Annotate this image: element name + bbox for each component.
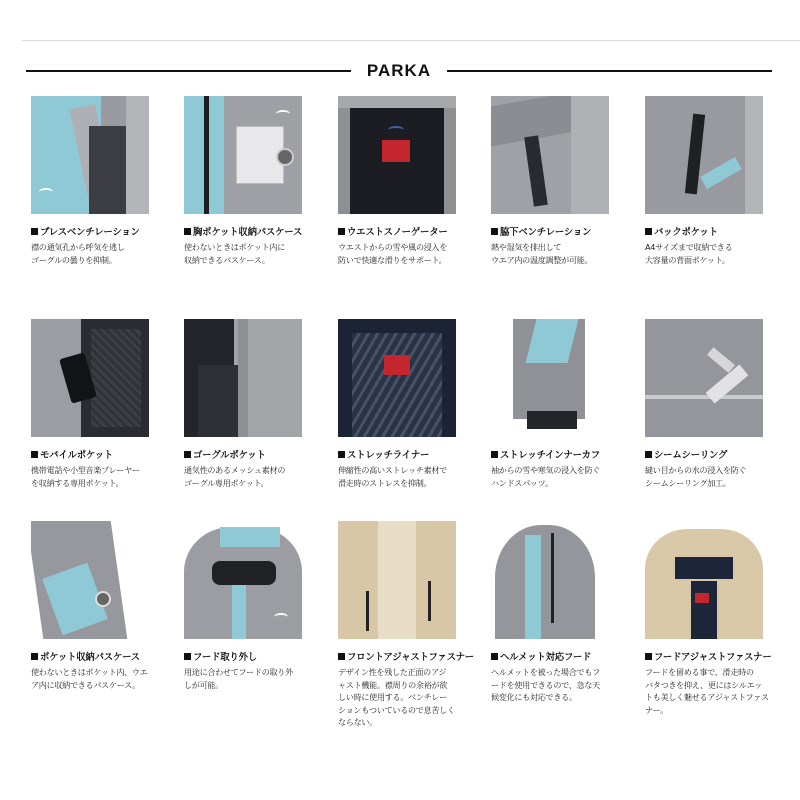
feature-photo — [31, 319, 149, 437]
feature-description: デザイン性を残した正面のアジ ャスト機能。襟周りの余裕が欲 しい時に使用する。ベンチレー ションもついているので息苦しく ならない。 — [338, 667, 455, 727]
feature-card-underarm-ventilation — [491, 96, 611, 266]
feature-title: フードアジャストファスナー — [645, 649, 765, 663]
feature-title: 脇下ベンチレーション — [491, 224, 611, 238]
feature-photo — [645, 319, 763, 437]
feature-description: 用途に合わせてフードの取り外 しが可能。 — [184, 667, 293, 690]
feature-card-detachable-hood — [184, 521, 304, 691]
heading-rule-left — [26, 70, 351, 72]
feature-card-goggle-pocket — [184, 319, 304, 489]
feature-description: 襟の通気孔から呼気を逃し ゴーグルの曇りを抑制。 — [31, 242, 125, 265]
feature-title: ポケット収納パスケース — [31, 649, 151, 663]
feature-photo — [338, 319, 456, 437]
feature-card-back-pocket — [645, 96, 765, 266]
feature-card-waist-snow-gaiter — [338, 96, 458, 266]
feature-photo — [491, 319, 609, 437]
feature-title: ヘルメット対応フード — [491, 649, 611, 663]
feature-description: 袖からの雪や寒気の浸入を防ぐ ハンドスパッツ。 — [491, 465, 601, 488]
feature-description: ウエストからの雪や風の浸入を 防いで快適な滑りをサポート。 — [338, 242, 448, 265]
feature-title: バックポケット — [645, 224, 765, 238]
feature-photo — [184, 319, 302, 437]
feature-photo — [645, 96, 763, 214]
feature-photo — [31, 96, 149, 214]
feature-photo — [491, 96, 609, 214]
feature-photo — [338, 96, 456, 214]
feature-description: 熱や湿気を排出して ウエア内の温度調整が可能。 — [491, 242, 593, 265]
feature-card-pocket-pass-case — [31, 521, 151, 691]
feature-photo — [491, 521, 609, 639]
feature-card-stretch-inner-cuff — [491, 319, 611, 489]
feature-description: 伸縮性の高いストレッチ素材で 滑走時のストレスを抑制。 — [338, 465, 448, 488]
feature-title: ストレッチインナーカフ — [491, 447, 611, 461]
feature-card-front-adjust-fastener — [338, 521, 474, 729]
feature-title: モバイルポケット — [31, 447, 151, 461]
feature-photo — [184, 96, 302, 214]
feature-card-breath-ventilation — [31, 96, 151, 266]
feature-title: フロントアジャストファスナー — [338, 649, 458, 663]
feature-photo — [338, 521, 456, 639]
feature-title: ブレスベンチレーション — [31, 224, 151, 238]
feature-description: フードを留める事で、滑走時の バタつきを抑え、更にはシルエッ トも美しく魅せるアジャストファス ナー。 — [645, 667, 769, 715]
feature-description: 縫い目からの水の浸入を防ぐ シームシーリング加工。 — [645, 465, 747, 488]
heading-rule-right — [447, 70, 772, 72]
top-divider — [22, 40, 800, 41]
feature-photo — [184, 521, 302, 639]
feature-photo — [31, 521, 149, 639]
section-title: PARKA — [366, 61, 432, 80]
feature-title: ゴーグルポケット — [184, 447, 304, 461]
feature-description: ヘルメットを被った場合でもフ ードを使用できるので、急な天 候変化にも対応できる。 — [491, 667, 600, 702]
feature-card-hood-adjust-fastener — [645, 521, 772, 716]
feature-description: 通気性のあるメッシュ素材の ゴーグル専用ポケット。 — [184, 465, 286, 488]
section-heading — [26, 60, 772, 82]
feature-title: フード取り外し — [184, 649, 304, 663]
feature-description: 使わないときはポケット内、ウエ ア内に収納できるパスケース。 — [31, 667, 148, 690]
feature-title: ストレッチライナー — [338, 447, 458, 461]
feature-description: A4サイズまで収納できる 大容量の背面ポケット。 — [645, 242, 733, 265]
feature-title: ウエストスノーゲーター — [338, 224, 458, 238]
feature-title: 胸ポケット収納パスケース — [184, 224, 304, 238]
feature-description: 使わないときはポケット内に 収納できるパスケース。 — [184, 242, 285, 265]
feature-title: シームシーリング — [645, 447, 765, 461]
feature-photo — [645, 521, 763, 639]
feature-description: 携帯電話や小型音楽プレーヤー を収納する専用ポケット。 — [31, 465, 140, 488]
feature-card-chest-pocket-pass-case — [184, 96, 304, 266]
feature-card-mobile-pocket — [31, 319, 151, 489]
feature-card-seam-sealing — [645, 319, 765, 489]
feature-card-stretch-liner — [338, 319, 458, 489]
feature-card-helmet-compatible-hood — [491, 521, 611, 704]
